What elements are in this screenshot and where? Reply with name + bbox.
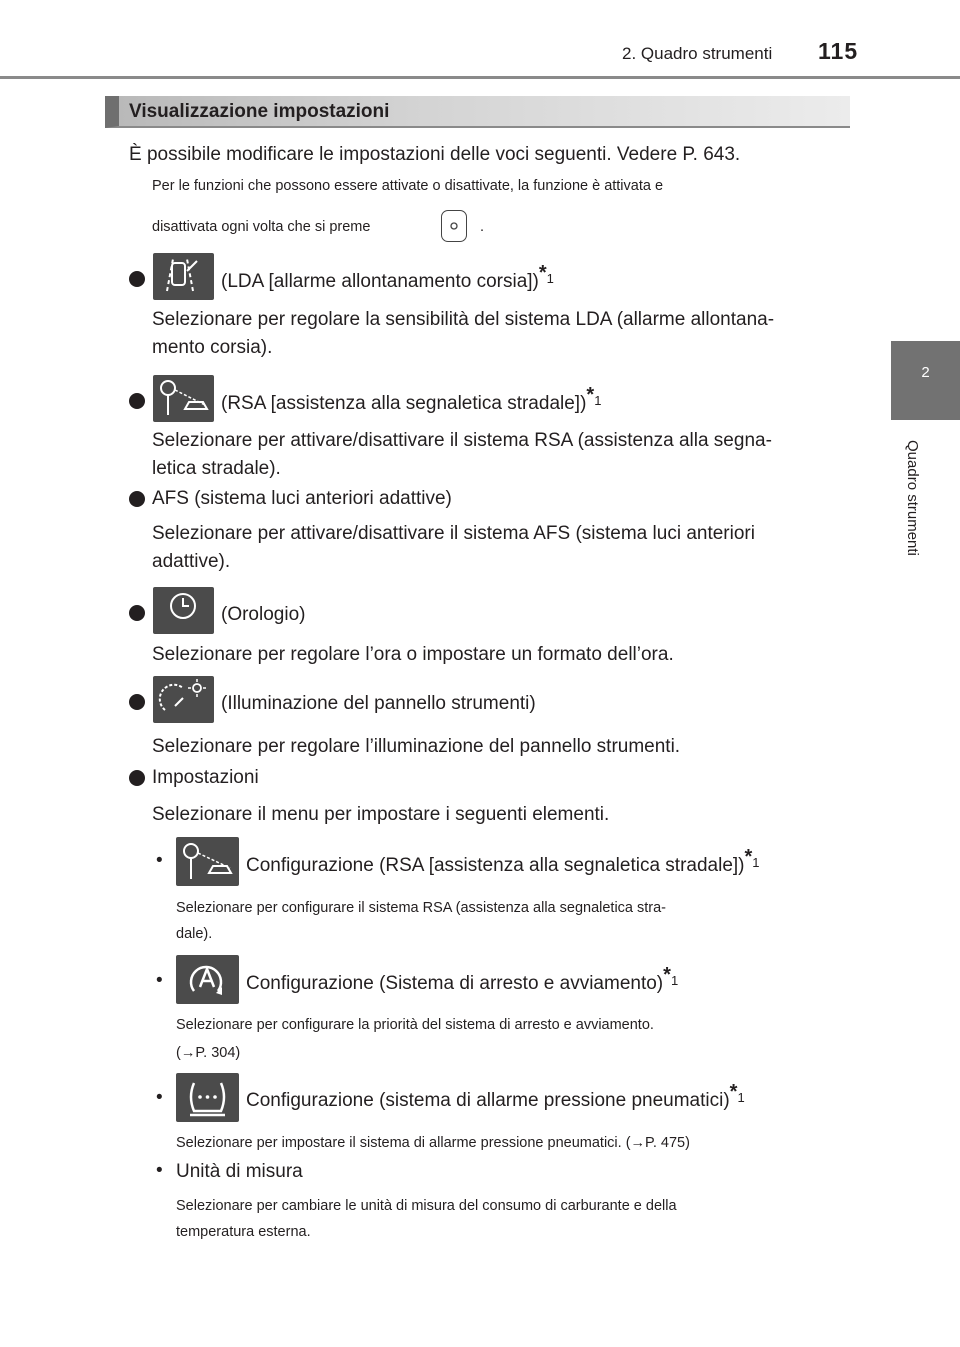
item-title-afs: AFS (sistema luci anteriori adattive) [152, 488, 452, 509]
sub-item-desc-stop-start-1: Selezionare per configurare la priorità del sistema di arresto e avviamento. [176, 1017, 654, 1033]
item-desc-illumination: Selezionare per regolare l’illuminazione del pannello strumenti. [152, 736, 681, 757]
bullet [129, 605, 145, 621]
page-number: 115 [818, 38, 859, 64]
tire-pressure-icon [176, 1073, 239, 1122]
sub-item-title-stop-start: Configurazione (Sistema di arresto e avviamento)*$^1$ [246, 964, 679, 994]
item-title-clock: (Orologio) [221, 604, 306, 625]
sub-bullet: • [156, 1160, 163, 1181]
chapter-tab-number: 2 [921, 364, 930, 381]
note-line-end: . [480, 219, 485, 235]
bullet [129, 694, 145, 710]
sub-item-desc-units-1: Selezionare per cambiare le unità di misura del consumo di carburante e della [176, 1198, 677, 1214]
note-line-1: Per le funzioni che possono essere attivate o disattivate, la funzione è attivata e [152, 178, 664, 194]
item-desc-rsa-2: letica stradale). [152, 458, 281, 479]
item-desc-lda-2: mento corsia). [152, 337, 273, 358]
header-rule [0, 76, 960, 79]
sub-item-desc-rsa-config-1: Selezionare per configurare il sistema RSA (assistenza alla segnaletica stra- [176, 900, 667, 916]
lane-departure-icon [153, 253, 214, 300]
section-heading: Visualizzazione impostazioni [129, 101, 390, 122]
item-desc-rsa-1: Selezionare per attivare/disattivare il sistema RSA (assistenza alla segna- [152, 430, 772, 451]
item-desc-clock: Selezionare per regolare l’ora o impostare un formato dell’ora. [152, 644, 674, 665]
item-title-rsa: (RSA [assistenza alla segnaletica stradale])*$^1$ [221, 384, 602, 414]
sub-bullet: • [156, 970, 163, 991]
road-sign-assist-icon [176, 837, 239, 886]
item-desc-afs-1: Selezionare per attivare/disattivare il sistema AFS (sistema luci anteriori [152, 523, 755, 544]
sub-item-desc-tire-pressure: Selezionare per impostare il sistema di allarme pressione pneumatici. (→P. 475) [176, 1135, 690, 1151]
stop-start-icon [176, 955, 239, 1004]
item-desc-lda-1: Selezionare per regolare la sensibilità del sistema LDA (allarme allontana- [152, 309, 775, 330]
intro-text: È possibile modificare le impostazioni delle voci seguenti. Vedere P. 643. [129, 144, 741, 165]
sub-item-desc-stop-start-2: (→P. 304) [176, 1045, 241, 1061]
bullet [129, 393, 145, 409]
sub-item-title-tire-pressure: Configurazione (sistema di allarme pressione pneumatici)*$^1$ [246, 1081, 745, 1111]
bullet [129, 271, 145, 287]
bullet [129, 491, 145, 507]
sub-item-desc-units-2: temperatura esterna. [176, 1224, 311, 1240]
bullet [129, 770, 145, 786]
sub-item-title-units: Unità di misura [176, 1161, 303, 1182]
sub-bullet: • [156, 850, 163, 871]
chapter-tab-label: Quadro strumenti [904, 440, 921, 556]
sub-item-title-rsa-config: Configurazione (RSA [assistenza alla segnaletica stradale])*$^1$ [246, 846, 760, 876]
road-sign-assist-icon [153, 375, 214, 422]
item-desc-settings: Selezionare il menu per impostare i seguenti elementi. [152, 804, 610, 825]
item-desc-afs-2: adattive). [152, 551, 231, 572]
sub-bullet: • [156, 1087, 163, 1108]
sub-item-desc-rsa-config-2: dale). [176, 926, 213, 942]
clock-icon [153, 587, 214, 634]
note-line-2: disattivata ogni volta che si preme [152, 219, 371, 235]
panel-illumination-icon [153, 676, 214, 723]
chapter-title: 2. Quadro strumenti [622, 44, 773, 63]
steering-switch-icon [441, 210, 467, 242]
item-title-settings: Impostazioni [152, 767, 259, 788]
item-title-illumination: (Illuminazione del pannello strumenti) [221, 693, 536, 714]
item-title-lda: (LDA [allarme allontanamento corsia])*$^1$ [221, 262, 554, 292]
